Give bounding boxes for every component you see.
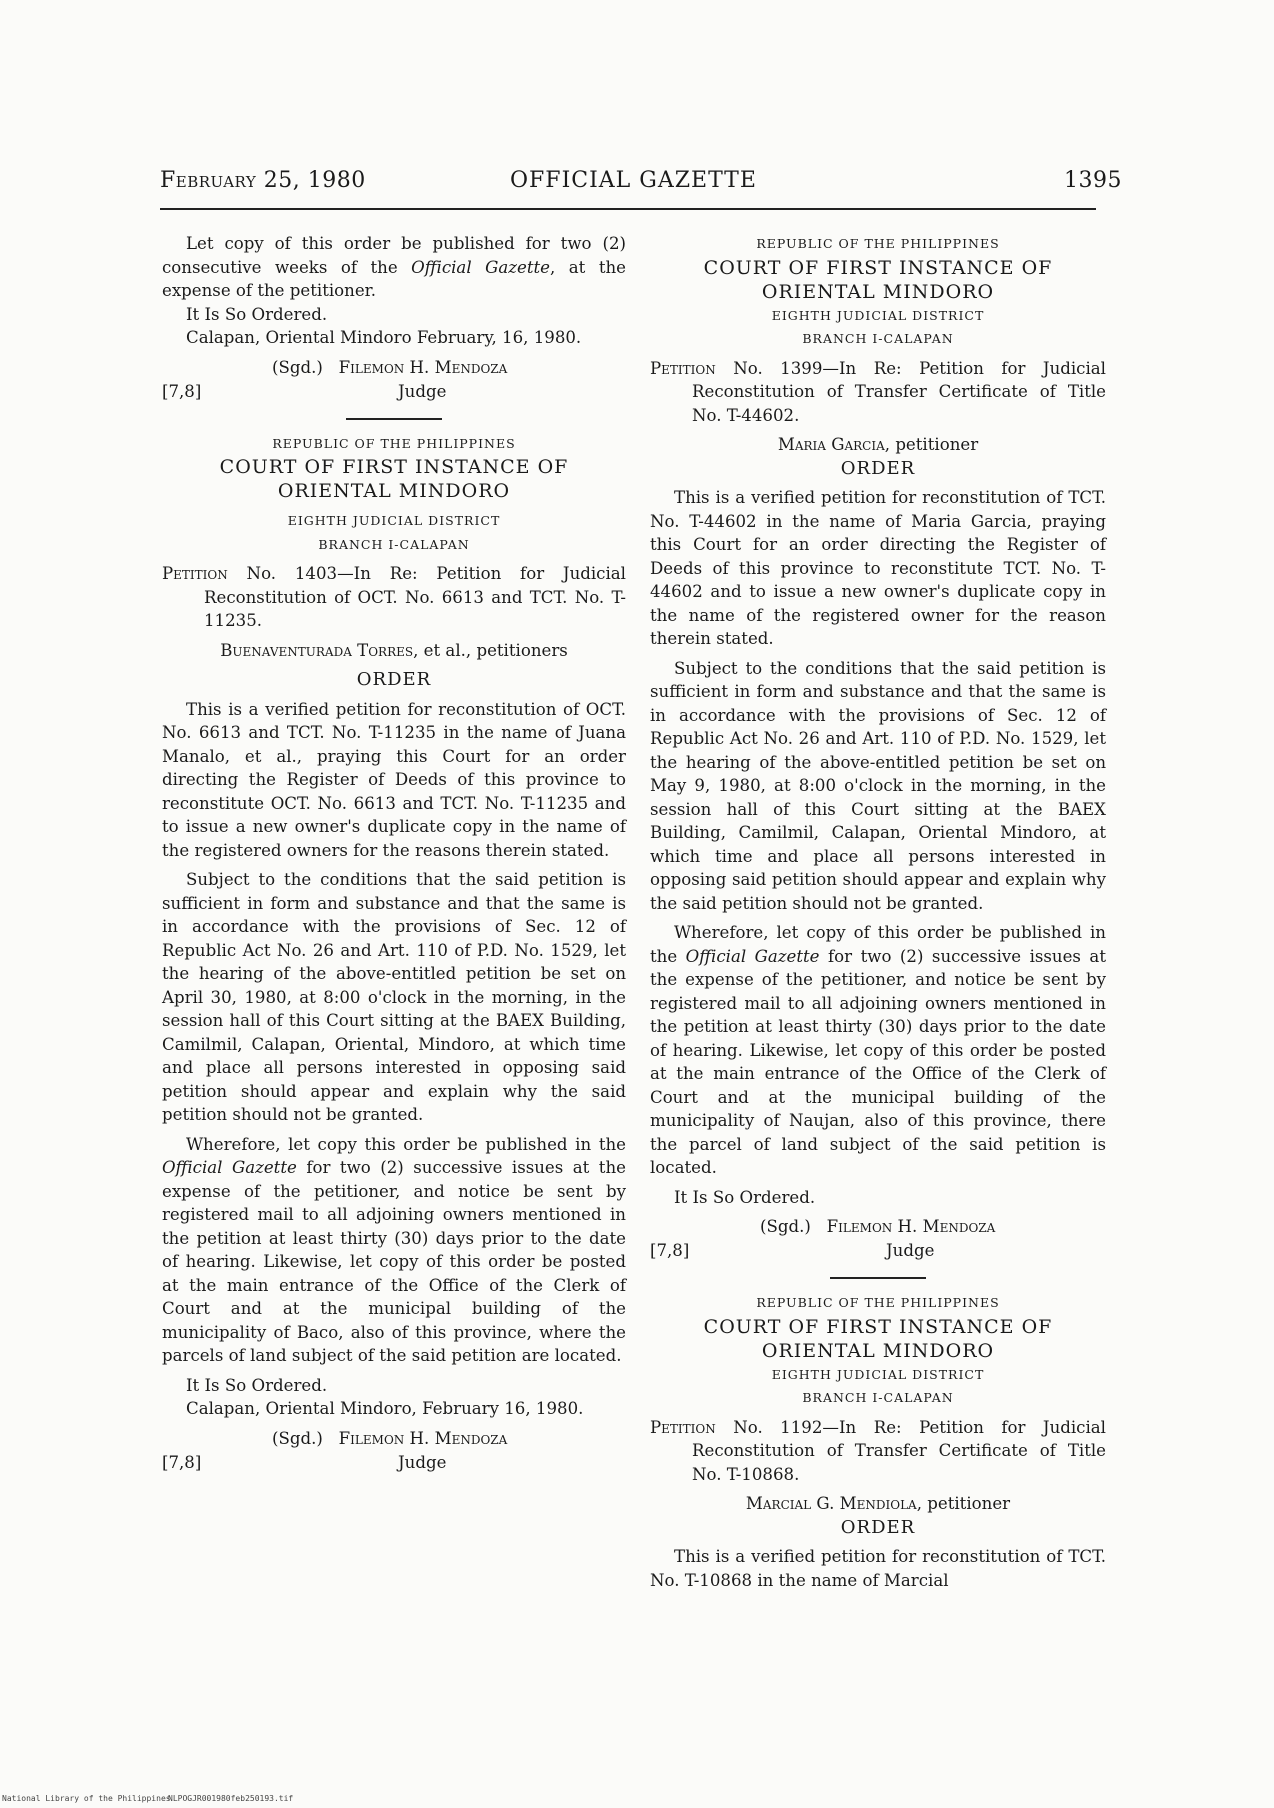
petitioner-line: Maria Garcia, petitioner [777,435,979,454]
page-number: 1395 [1064,168,1122,193]
order-heading: ORDER [356,669,432,690]
issue-reference: [7,8] [162,381,202,401]
so-ordered: It Is So Ordered. [186,304,328,324]
district-line: EIGHTH JUDICIAL DISTRICT [287,513,501,528]
order-heading: ORDER [840,457,916,479]
scan-source-label: National Library of the Philippines [2,1794,171,1803]
court-title: COURT OF FIRST INSTANCE OF ORIENTAL MINDORO [219,456,569,502]
so-ordered: It Is So Ordered. [186,1375,328,1395]
judge-name: Filemon H. Mendoza [338,1428,508,1448]
order-body-2: Subject to the conditions that the said petition is sufficient in form and substance and that the same is in accordance with the provisions of Sec. 12 of Republic Act No. 26 and Art. 110 of P.D. No. 1529, let the hearing of the above-entitled petition be set on May 9, 1980, at 8:00 o'clock in the morning, in the session hall of this Court sitting at the BAEX Building, Camilmil, Calapan, Oriental Mindoro, at which time and place all persons interested in opposing said petition should appear and explain why the said petition should not be granted. [650,658,1106,913]
district-line: EIGHTH JUDICIAL DISTRICT [771,1366,985,1382]
judge-title: Judge [398,381,447,401]
republic-line: REPUBLIC OF THE PHILIPPINES [756,236,1000,251]
signature-block [650,1215,1106,1263]
district-line: EIGHTH JUDICIAL DISTRICT [771,307,985,323]
petition-caption: Petition No. 1192—In Re: Petition for Judicial Reconstitution of Transfer Certificate of Title No. T-10868. [650,1417,1106,1484]
page-date: February 25, 1980 [160,168,366,193]
branch-line: BRANCH I-CALAPAN [802,1390,954,1405]
court-title: COURT OF FIRST INSTANCE OF ORIENTAL MINDORO [703,256,1053,303]
branch-line: BRANCH I-CALAPAN [318,536,470,552]
judge-name: Filemon H. Mendoza [338,357,508,377]
republic-line: REPUBLIC OF THE PHILIPPINES [272,435,516,451]
scan-file-label: NLPOGJR001980feb250193.tif [168,1794,294,1803]
sgd-label: (Sgd.) [760,1217,811,1236]
order-body-2: Subject to the conditions that the said petition is sufficient in form and substance and that the same is in accordance with the provisions of Sec. 12 of Republic Act No. 26 and Art. 110 of P.D. No. 1529, let the hearing of the above-entitled petition be set on April 30, 1980, at 8:00 o'clock in the morning, in the session hall of this Court sitting at the BAEX Building, Camilmil, Calapan, Oriental, Mindoro, at which time and place all persons interested in opposing said petition should appear and explain why the said petition should not be granted. [162,870,626,1124]
header-rule [160,208,1096,210]
order-body-1: This is a verified petition for reconstitution of TCT. No. T-10868 in the name of Marcial [650,1547,1106,1590]
intro-paragraph: Let copy of this order be published for two (2) consecutive weeks of the Official Gazette, at the expense of the petitioner. [162,234,626,300]
section-divider [830,1277,926,1279]
signature-block [162,356,626,404]
right-column [650,232,1106,1592]
judge-title: Judge [398,1452,447,1472]
order-body-1: This is a verified petition for reconstitution of TCT. No. T-44602 in the name of Maria Garcia, praying this Court for an order directing the Register of Deeds of this province to reconstitute TCT. No. T-44602 and to issue a new owner's duplicate copy in the name of the registered owner for the reason therein stated. [650,488,1106,648]
judge-name: Filemon H. Mendoza [826,1217,996,1236]
place-date: Calapan, Oriental Mindoro, February 16, 1980. [186,1399,584,1418]
order-body-3: Wherefore, let copy this order be published in the Official Gazette for two (2) successive issues at the expense of the petitioner, and notice be sent by registered mail to all adjoining owners mentioned in the petition at least thirty (30) days prior to the date of hearing. Likewise, let copy of this order be posted at the main entrance of the Office of the Clerk of Court and at the municipal building of the municipality of Baco, also of this province, where the parcels of land subject of the said petition are located. [162,1134,626,1365]
signature-block [162,1427,626,1475]
order-body-3: Wherefore, let copy of this order be published in the Official Gazette for two (2) successive issues at the expense of the petitioner, and notice be sent by registered mail to all adjoining owners mentioned in the petition at least thirty (30) days prior to the date of hearing. Likewise, let copy of this order be posted at the main entrance of the Office of the Clerk of Court and at the municipal building of the municipality of Naujan, also of this province, there the parcel of land subject of the said petition is located. [650,923,1106,1177]
issue-reference: [7,8] [650,1241,690,1260]
republic-line: REPUBLIC OF THE PHILIPPINES [756,1295,1000,1310]
order-heading: ORDER [840,1516,916,1538]
judge-title: Judge [886,1241,935,1260]
place-date: Calapan, Oriental Mindoro February, 16, 1980. [186,328,582,347]
order-body-1: This is a verified petition for reconstitution of OCT. No. 6613 and TCT. No. T-11235 in the name of Juana Manalo, et al., praying this Court for an order directing the Register of Deeds of this province to reconstitute OCT. No. 6613 and TCT. No. T-11235 and to issue a new owner's duplicate copy in the name of the registered owners for the reasons therein stated. [162,699,626,860]
sgd-label: (Sgd.) [272,1428,323,1448]
so-ordered: It Is So Ordered. [674,1187,816,1207]
publication-title: OFFICIAL GAZETTE [510,168,757,193]
issue-reference: [7,8] [162,1452,202,1472]
petitioner-line: Marcial G. Mendiola, petitioner [745,1494,1011,1513]
petition-caption: Petition No. 1403—In Re: Petition for Judicial Reconstitution of OCT. No. 6613 and TCT. No. T-11235. [162,564,626,630]
branch-line: BRANCH I-CALAPAN [802,331,954,346]
section-divider [346,418,442,420]
court-title: COURT OF FIRST INSTANCE OF ORIENTAL MINDORO [703,1315,1053,1362]
sgd-label: (Sgd.) [272,357,323,377]
petition-caption: Petition No. 1399—In Re: Petition for Judicial Reconstitution of Transfer Certificate of Title No. T-44602. [650,358,1106,425]
left-column [162,232,626,1475]
petitioners-line: Buenaventurada Torres, et al., petitioners [220,640,568,660]
